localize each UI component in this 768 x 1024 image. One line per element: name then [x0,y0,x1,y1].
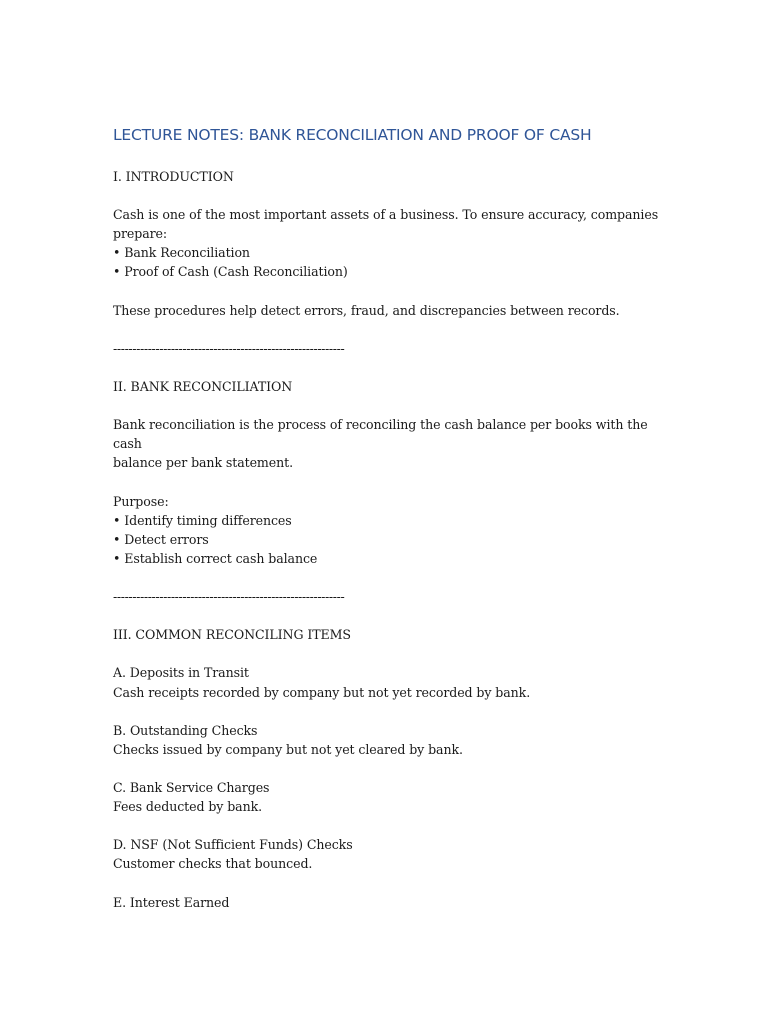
reconciling-item-label: C. Bank Service Charges [113,780,270,795]
reconciling-item-description: Checks issued by company but not yet cleared by bank. [113,741,463,757]
bullet-item: • Identify timing differences [113,512,292,528]
divider: ------------------------------------------------------------ [113,340,345,356]
reconciling-item-label: D. NSF (Not Sufficient Funds) Checks [113,837,353,853]
bank-rec-paragraph-line: balance per bank statement. [113,455,293,471]
intro-paragraph-line: prepare: [113,226,168,242]
bullet-item: • Proof of Cash (Cash Reconciliation) [113,264,348,280]
bullet-item: • Detect errors [113,531,209,547]
bullet-item: • Bank Reconciliation [113,245,250,261]
reconciling-item-label: A. Deposits in Transit [113,665,249,681]
section-heading-introduction: I. INTRODUCTION [113,169,234,184]
reconciling-item-label: B. Outstanding Checks [113,722,258,738]
intro-summary-paragraph: These procedures help detect errors, fraud, and discrepancies between records. [113,302,620,318]
purpose-label: Purpose: [113,493,169,509]
section-heading-bank-reconciliation: II. BANK RECONCILIATION [113,379,293,395]
reconciling-item-description: Fees deducted by bank. [113,799,263,815]
section-heading-reconciling-items: III. COMMON RECONCILING ITEMS [113,627,351,643]
document-page [113,123,673,912]
document-title: LECTURE NOTES: BANK RECONCILIATION AND PROOF OF CASH [113,126,592,144]
reconciling-item-description: Cash receipts recorded by company but not yet recorded by bank. [113,684,531,700]
bullet-item: • Establish correct cash balance [113,550,318,566]
bank-rec-paragraph-line: Bank reconciliation is the process of reconciling the cash balance per books with the cash [113,417,652,452]
divider: ------------------------------------------------------------ [113,589,345,605]
reconciling-item-label: E. Interest Earned [113,894,230,910]
intro-paragraph-line: Cash is one of the most important assets of a business. To ensure accuracy, companies [113,207,659,223]
reconciling-item-description: Customer checks that bounced. [113,856,313,872]
